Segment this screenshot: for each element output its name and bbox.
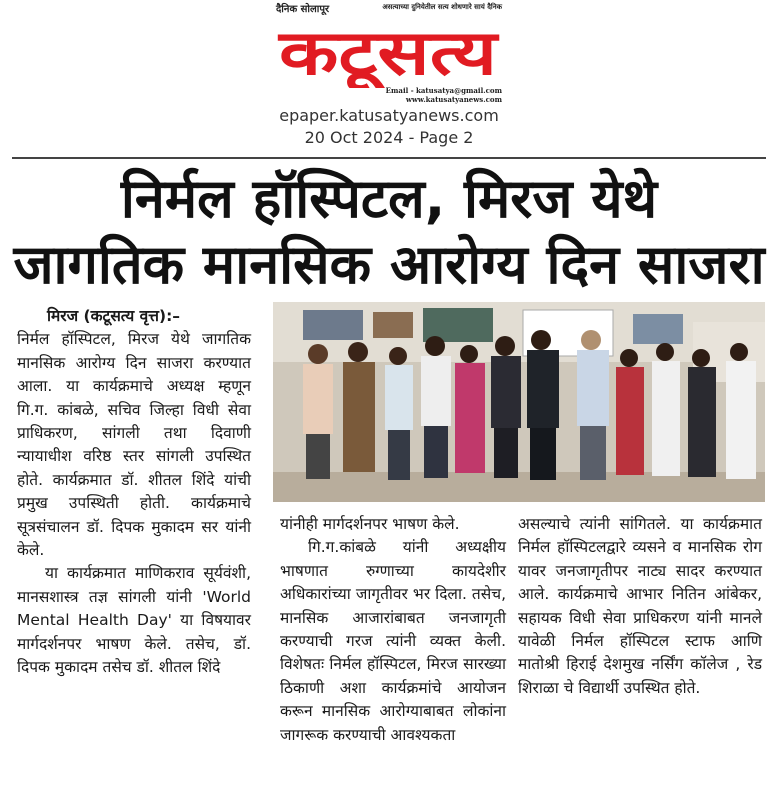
event-group-photo <box>273 302 765 502</box>
article-column-1 <box>17 305 251 680</box>
article-column-2 <box>280 513 506 747</box>
article-paragraph: यांनीही मार्गदर्शनपर भाषण केले. <box>280 515 460 533</box>
article-paragraph: गि.ग.कांबळे यांनी अध्यक्षीय भाषणात रुग्णाच्या कायदेशीर अधिकारांच्या जागृतीवर भर दिला. तसेच, मानसिक आजारांबाबत जनजागृती करण्याची गरज त्यांनी व्यक्त केली. विशेषतः निर्मल हॉस्पिटल, मिरज सारख्या ठिकाणी अशा कार्यक्रमांचे आयोजन करून मानसिक आरोग्याबाबत लोकांना जागरूक करण्याची आवश्यकता <box>280 538 506 744</box>
masthead-tagline: असत्याच्या दुनियेतील सत्य शोधणारे सायं दैनिक <box>382 2 502 11</box>
masthead <box>270 0 506 104</box>
svg-text:कटूसत्य: कटूसत्य <box>279 16 454 88</box>
headline-line-2: जागतिक मानसिक आरोग्य दिन साजरा <box>13 233 765 296</box>
masthead-city-label: दैनिक सोलापूर <box>276 4 330 15</box>
article-column-3 <box>518 513 762 700</box>
article-paragraph: असल्याचे त्यांनी सांगितले. या कार्यक्रमात निर्मल हॉस्पिटलद्वारे व्यसने व मानसिक रोग यावर जनजागृतीपर नाट्य सादर करण्यात आले. कार्यक्रमाचे आभार नितिन आंबेकर, सहायक विधी सेवा प्राधिकरण यांनी मानले यावेळी निर्मल हॉस्पिटल स्टाफ आणि मातोश्री हिराई देशमुख नर्सिंग कॉलेज , रेड शिराळा चे विद्यार्थी उपस्थित होते. <box>518 515 762 697</box>
edition-date-page: 20 Oct 2024 - Page 2 <box>304 128 474 147</box>
headline-line-1: निर्मल हॉस्पिटल, मिरज येथे <box>120 167 658 230</box>
article-dateline: मिरज (कटूसत्य वृत्त):– <box>47 307 181 325</box>
epaper-url: epaper.katusatyanews.com <box>279 106 499 125</box>
masthead-contact <box>386 86 502 104</box>
article-paragraph: या कार्यक्रमात माणिकराव सूर्यवंशी, मानसशास्त्र तज्ञ सांगली यांनी 'World Mental Health Day' या विषयावर मार्गदर्शनपर भाषण केले. तसेच, डॉ. दिपक मुकादम तसेच डॉ. शीतल शिंदे <box>17 564 251 677</box>
masthead-email: Email - katusatya@gmail.com <box>385 86 502 95</box>
newspaper-logo <box>276 10 500 88</box>
masthead-website: www.katusatyanews.com <box>405 95 502 104</box>
header-divider <box>12 157 766 159</box>
article-paragraph: निर्मल हॉस्पिटल, मिरज येथे जागतिक मानसिक आरोग्य दिन साजरा करण्यात आला. या कार्यक्रमाचे अध्यक्ष म्हणून गि.ग. कांबळे, सचिव जिल्हा विधी सेवा प्राधिकरण, सांगली तथा दिवाणी न्यायाधीश वरिष्ठ स्तर सांगली उपस्थित होते. कार्यक्रमात डॉ. शीतल शिंदे यांची प्रमुख उपस्थिती होती. कार्यक्रमाचे सूत्रसंचालन डॉ. दिपक मुकादम सर यांनी केले. <box>17 330 251 560</box>
